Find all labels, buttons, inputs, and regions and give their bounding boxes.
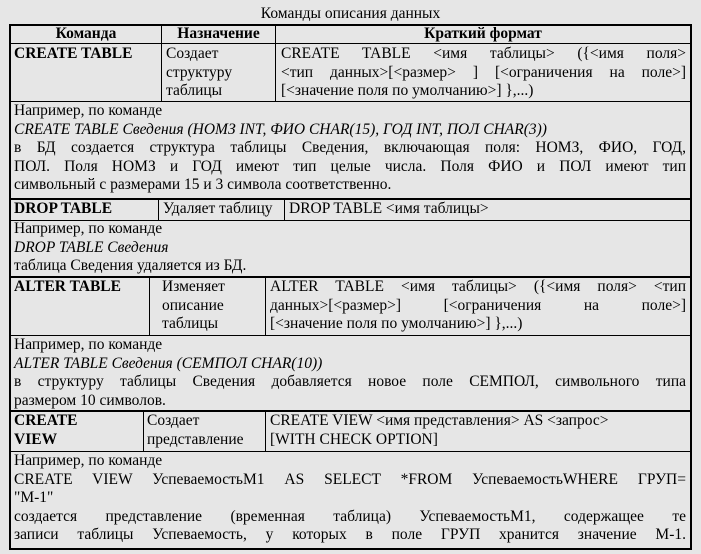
vrule-c [158, 200, 159, 220]
header-purpose: Назначение [177, 25, 260, 42]
create-view-example: Например, по команде CREATE VIEW УспеваемостьМ1 AS SELECT *FROM УспеваемостьWHERE ГРУП= "М-1" создается представление (временная таблица) УспеваемостьМ1, содержащее те записи таблицы Успеваемость, у которых в поле ГРУП хранится значение М-1. [14, 452, 686, 543]
drop-table-format: DROP TABLE <имя таблицы> [289, 200, 489, 217]
alter-table-purpose: Изменяет описание таблицы [162, 278, 225, 332]
vrule-e [149, 278, 150, 335]
vrule-h [265, 412, 266, 451]
create-view-format: CREATE VIEW <имя представления> AS <запрос> [WITH CHECK OPTION] [270, 412, 609, 448]
table-title: Команды описания данных [260, 5, 441, 22]
drop-table-example: Например, по команде DROP TABLE Сведения таблица Сведения удаляется из БД. [14, 220, 686, 276]
create-view-purpose: Создает представление [147, 412, 244, 448]
header-command: Команда [55, 25, 117, 42]
create-table-example-command: CREATE TABLE Сведения (НОМЗ INT, ФИО CHAR(15), ГОД INT, ПОЛ CHAR(3)) [14, 120, 547, 138]
rule-header [11, 43, 690, 44]
alter-table-example-command: ALTER TABLE Сведения (СЕМПОЛ CHAR(10)) [14, 354, 323, 372]
create-table-example: Например, по команде CREATE TABLE Сведения (НОМЗ INT, ФИО CHAR(15), ГОД INT, ПОЛ CHAR(3)) в БД создается структура таблицы Сведения, включающая поля: НОМЗ, ФИО, ГОД, ПОЛ. Поля НОМЗ и ГОД имеют тип целые числа. Поля ФИО и ПОЛ имеют тип символьный с размерами 15 и 3 символа соответственно. [14, 102, 686, 193]
create-table-name: CREATE TABLE [14, 45, 133, 62]
create-table-format: CREATE TABLE <имя таблицы> ({<имя поля> <тип данных>[<размер> ] [<ограничения на поле>] [<значение поля по умолчанию>] },...) [281, 45, 686, 99]
drop-table-purpose: Удаляет таблицу [163, 200, 273, 217]
alter-table-example: Например, по команде ALTER TABLE Сведения (СЕМПОЛ CHAR(10)) в структуру таблицы Сведения добавляется новое поле СЕМПОЛ, символьного типа размером 10 символов. [14, 336, 686, 409]
create-table-purpose: Создает структуру таблицы [166, 45, 233, 99]
create-view-name: CREATE VIEW [14, 412, 78, 448]
alter-table-name: ALTER TABLE [14, 278, 121, 295]
vrule-d [284, 200, 285, 220]
alter-table-format: ALTER TABLE <имя таблицы> ({<имя поля> <тип данных>[<размер>] [<ограничения на поле>] [<значение поля по умолчанию>] },...) [270, 278, 686, 332]
vrule-f [265, 278, 266, 335]
header-format: Краткий формат [424, 25, 542, 42]
create-view-example-command: CREATE VIEW УспеваемостьМ1 AS SELECT *FROM УспеваемостьWHERE ГРУП= [14, 470, 686, 488]
drop-table-name: DROP TABLE [14, 200, 113, 217]
vrule-g [143, 412, 144, 451]
drop-table-example-command: DROP TABLE Сведения [14, 238, 169, 256]
